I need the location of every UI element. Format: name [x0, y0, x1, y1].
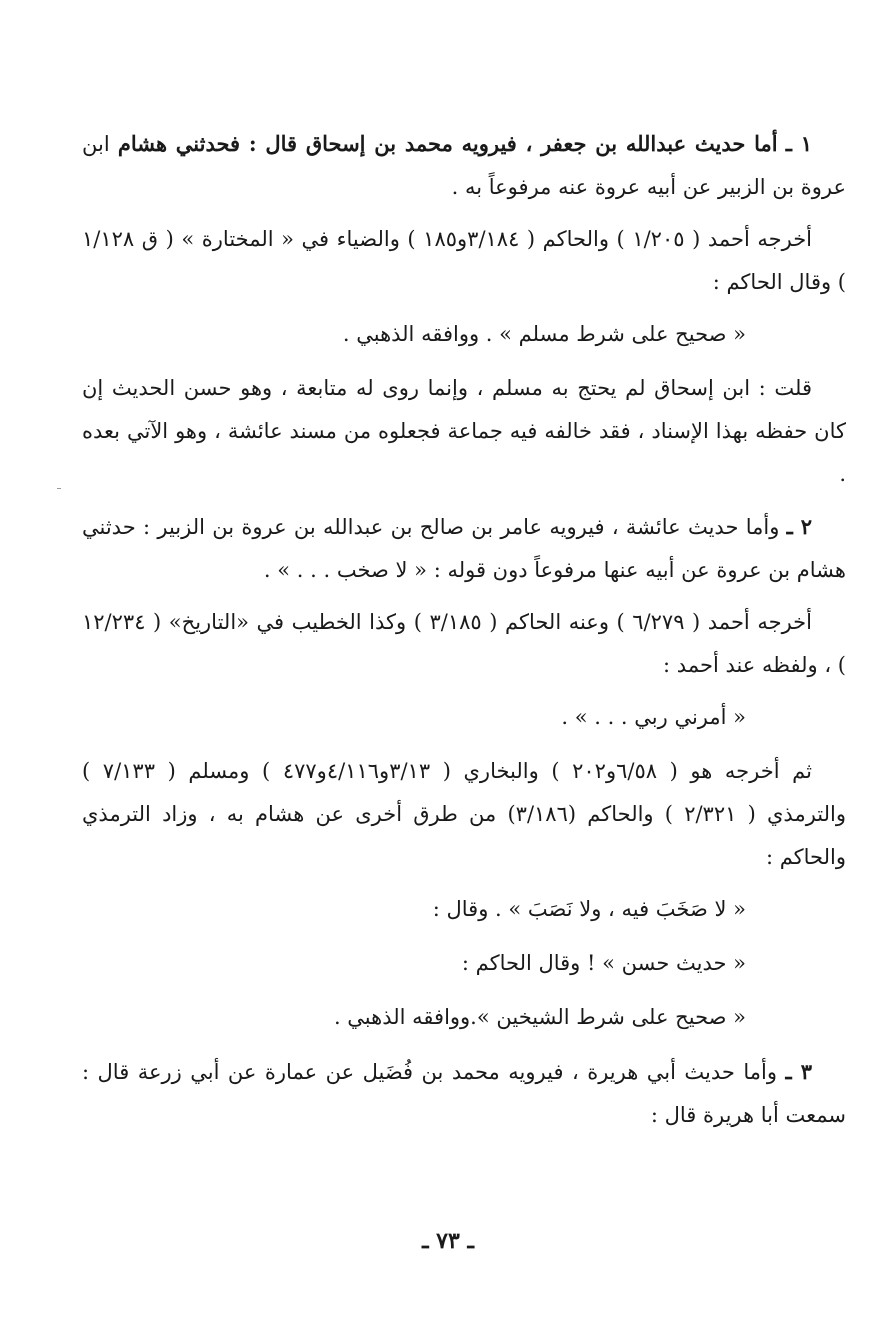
text-line: ابن عروة بن الزبير عن أبيه عروة عنه مرفوعاً به .	[82, 132, 846, 199]
page-body	[82, 122, 846, 1146]
takhrij-paragraph-1	[82, 218, 846, 304]
takhrij-paragraph-2	[82, 601, 846, 687]
margin-mark	[57, 488, 61, 489]
text-line: قال : سمعت أبا هريرة قال :	[82, 1060, 846, 1127]
text-line: إن كان حفظه بهذا الإسناد ، فقد خالفه فيه جماعة فجعلوه من مسند عائشة ، وهو الآتي	[82, 376, 846, 443]
quote-line-4	[82, 942, 846, 985]
quote-line-5	[82, 996, 846, 1039]
hadith-1-paragraph	[82, 122, 846, 209]
quote-line-3	[82, 888, 846, 931]
text-line: أما حديث عبدالله بن جعفر ، فيرويه محمد بن إسحاق قال : فحدثني هشام	[117, 131, 778, 156]
text-line: قلت : ابن إسحاق لم يحتج به مسلم ، وإنما روى له متابعة ، وهو حسن الحديث	[111, 376, 812, 400]
hadith-number: ٣ ـ	[785, 1059, 813, 1084]
text-line: « صحيح على شرط الشيخين ».ووافقه الذهبي .	[333, 1005, 746, 1029]
text-line: ( ١٢/٢٣٤ ) ، ولفظه عند أحمد :	[82, 610, 846, 677]
hadith-number: ١ ـ	[785, 131, 812, 156]
text-line: « صحيح على شرط مسلم » . ووافقه الذهبي .	[342, 322, 746, 346]
hadith-number: ٢ ـ	[786, 514, 813, 539]
text-line: « حديث حسن » ! وقال الحاكم :	[461, 951, 746, 975]
text-line: « لا صَخَبَ فيه ، ولا نَصَبَ » . وقال :	[432, 897, 746, 921]
quote-line-2	[82, 696, 846, 739]
hadith-2-paragraph	[82, 505, 846, 592]
text-line: وأما حديث عائشة ، فيرويه عامر بن صالح بن عبدالله بن عروة بن الزبير :	[143, 515, 780, 539]
text-line: حدثني هشام بن عروة عن أبيه عنها مرفوعاً دون قوله : « لا صخب . . . » .	[82, 515, 846, 582]
takhrij-paragraph-3	[82, 750, 846, 879]
quote-line-1	[82, 313, 846, 356]
page-number: ـ ٧٣ ـ	[422, 1228, 474, 1254]
text-line: وزاد الترمذي والحاكم :	[82, 802, 846, 869]
text-line: « أمرني ربي . . . » .	[561, 705, 746, 729]
commentary-paragraph	[82, 367, 846, 496]
text-line: وأما حديث أبي هريرة ، فيرويه محمد بن فُضَيل عن عمارة عن أبي زرعة	[137, 1060, 777, 1084]
text-line: أخرجه أحمد ( ١/٢٠٥ ) والحاكم ( ٣/١٨٤و١٨٥ ) والضياء في « المختارة » ( ق	[141, 227, 813, 251]
text-line: ثم أخرجه هو ( ٦/٥٨و٢٠٢ ) والبخاري ( ٣/١٣و٤/١١٦و٤٧٧ ) ومسلم	[188, 759, 812, 783]
hadith-3-paragraph	[82, 1050, 846, 1137]
text-line: أخرجه أحمد ( ٦/٢٧٩ ) وعنه الحاكم ( ٣/١٨٥ ) وكذا الخطيب في «التاريخ»	[168, 610, 812, 634]
text-line: بعده .	[82, 419, 846, 486]
text-line: ١/١٢٨ ) وقال الحاكم :	[82, 227, 846, 294]
text-line: ( ٧/١٣٣ ) والترمذي ( ٢/٣٢١ ) والحاكم (٣/١٨٦) من طرق أخرى عن هشام به ،	[82, 759, 846, 826]
